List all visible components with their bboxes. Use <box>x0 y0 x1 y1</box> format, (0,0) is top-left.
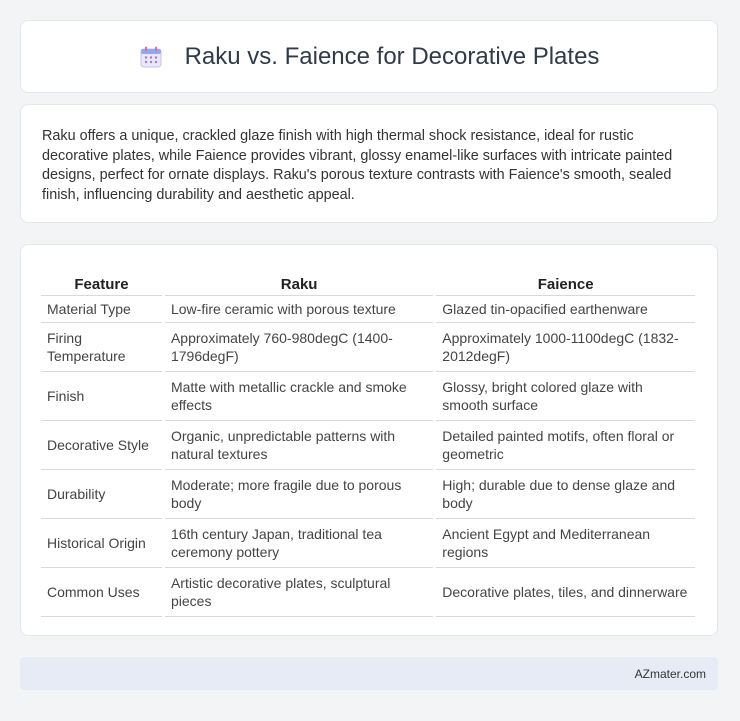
comparison-table <box>38 265 698 617</box>
title-card <box>20 20 718 93</box>
feature-cell: Historical Origin <box>41 519 162 568</box>
raku-cell: Low-fire ceramic with porous texture <box>165 296 433 323</box>
faience-cell: Glazed tin-opacified earthenware <box>436 296 695 323</box>
faience-cell: Ancient Egypt and Mediterranean regions <box>436 519 695 568</box>
raku-cell: Moderate; more fragile due to porous body <box>165 470 433 519</box>
table-row <box>41 372 695 421</box>
table-row <box>41 323 695 372</box>
raku-cell: Approximately 760-980degC (1400-1796degF) <box>165 323 433 372</box>
feature-cell: Finish <box>41 372 162 421</box>
footer-site-link[interactable]: AZmater.com <box>634 666 706 681</box>
feature-cell: Material Type <box>41 296 162 323</box>
faience-cell: Decorative plates, tiles, and dinnerware <box>436 568 695 617</box>
calendar-icon <box>139 45 163 69</box>
feature-cell: Durability <box>41 470 162 519</box>
header-feature: Feature <box>41 265 162 296</box>
table-row <box>41 421 695 470</box>
faience-cell: Detailed painted motifs, often floral or geometric <box>436 421 695 470</box>
comparison-table-card <box>20 244 718 636</box>
raku-cell: 16th century Japan, traditional tea ceremony pottery <box>165 519 433 568</box>
table-row <box>41 470 695 519</box>
faience-cell: Approximately 1000-1100degC (1832-2012degF) <box>436 323 695 372</box>
faience-cell: High; durable due to dense glaze and body <box>436 470 695 519</box>
table-row <box>41 296 695 323</box>
header-raku: Raku <box>165 265 433 296</box>
footer <box>20 657 718 690</box>
feature-cell: Firing Temperature <box>41 323 162 372</box>
summary-text: Raku offers a unique, crackled glaze finish with high thermal shock resistance, ideal for rustic decorative plates, while Faience provides vibrant, glossy enamel-like surfaces with intricate painted designs, perfect for ornate displays. Raku's porous texture contrasts with Faience's smooth, sealed finish, influencing durability and aesthetic appeal. <box>42 128 673 203</box>
feature-cell: Common Uses <box>41 568 162 617</box>
table-row <box>41 519 695 568</box>
title-wrap <box>139 43 600 71</box>
header-faience: Faience <box>436 265 695 296</box>
raku-cell: Organic, unpredictable patterns with natural textures <box>165 421 433 470</box>
feature-cell: Decorative Style <box>41 421 162 470</box>
faience-cell: Glossy, bright colored glaze with smooth surface <box>436 372 695 421</box>
page-title: Raku vs. Faience for Decorative Plates <box>184 42 600 70</box>
summary-card <box>20 104 718 223</box>
raku-cell: Artistic decorative plates, sculptural pieces <box>165 568 433 617</box>
table-row <box>41 568 695 617</box>
table-header-row <box>41 265 695 296</box>
raku-cell: Matte with metallic crackle and smoke effects <box>165 372 433 421</box>
